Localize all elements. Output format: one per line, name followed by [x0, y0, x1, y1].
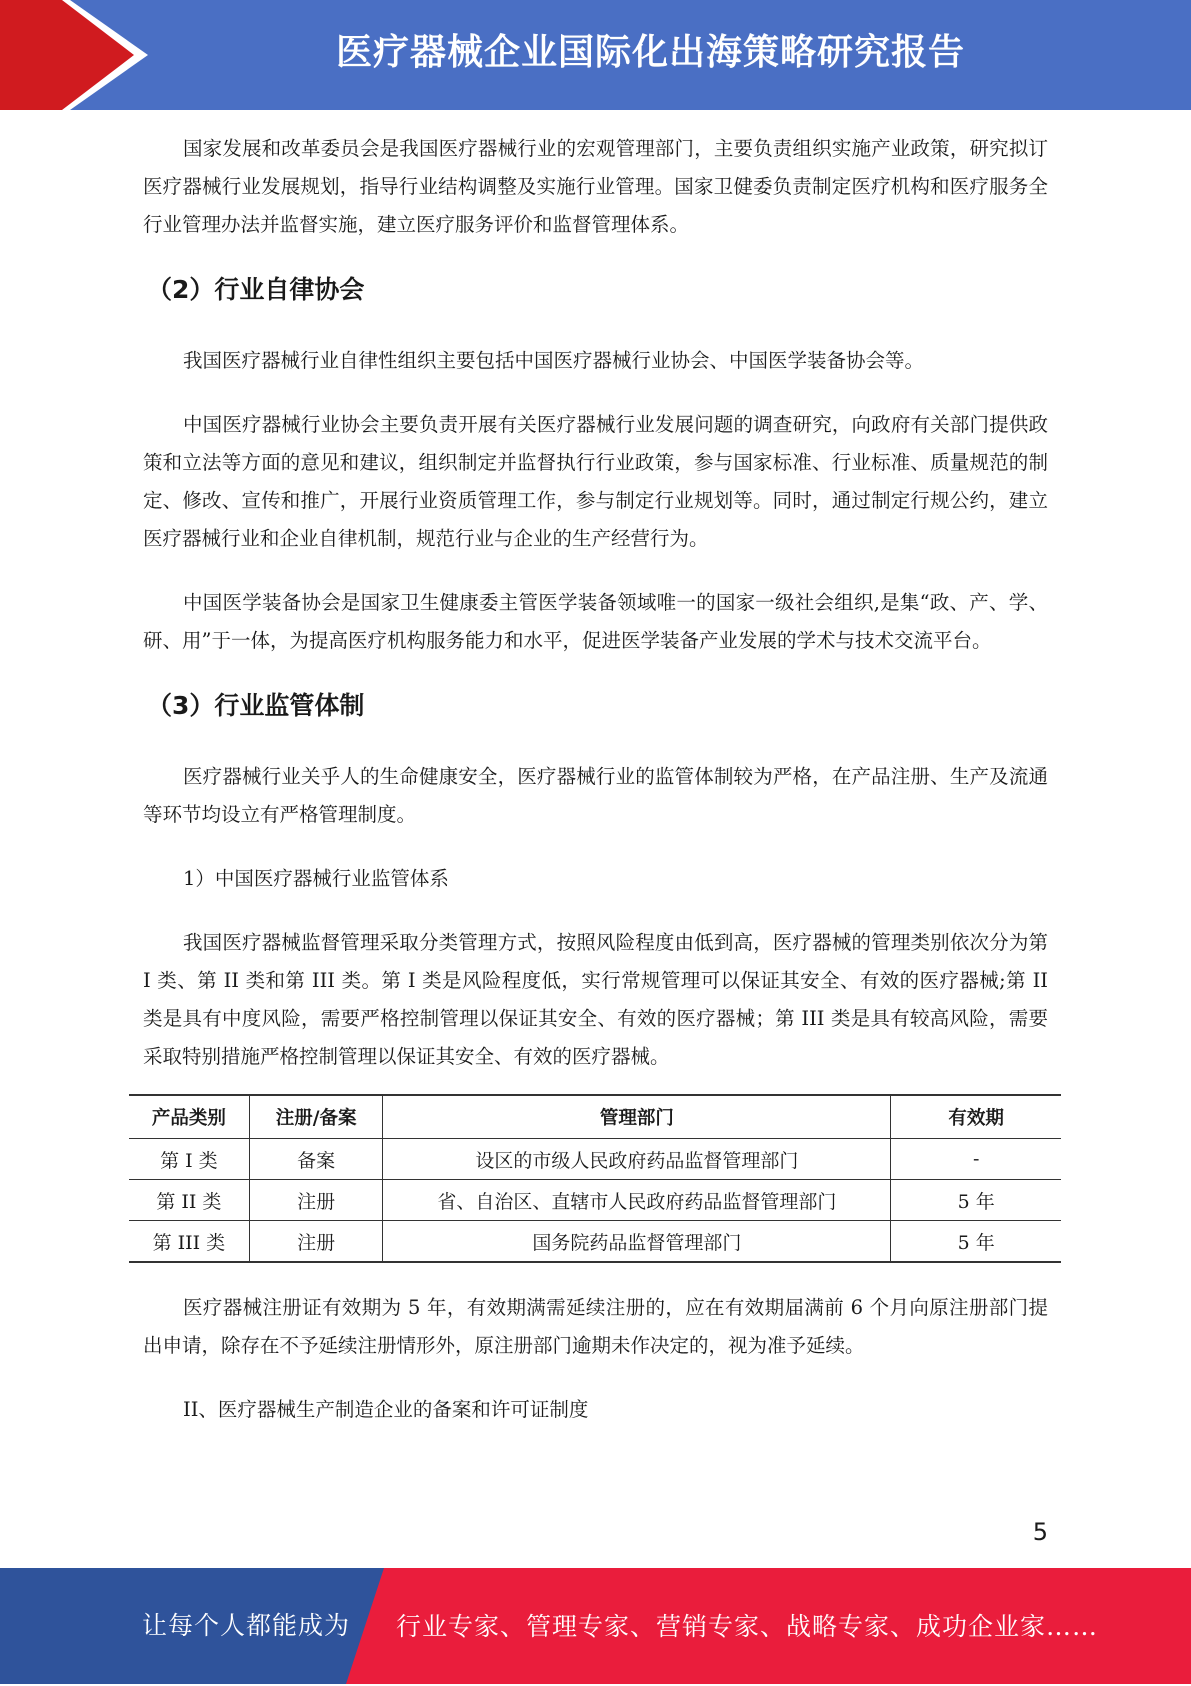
table-cell: 第 II 类: [129, 1180, 249, 1221]
paragraph-supervision-intro: 医疗器械行业关乎人的生命健康安全，医疗器械行业的监管体制较为严格，在产品注册、生产及流通等环节均设立有严格管理制度。: [143, 765, 1048, 826]
page-number: 5: [1032, 1518, 1048, 1546]
table-header-cell: 注册/备案: [249, 1095, 383, 1139]
table-cell: 第 I 类: [129, 1139, 249, 1180]
table-header-row: [129, 1095, 1061, 1139]
table-row: [129, 1221, 1061, 1263]
table-header-cell: 产品类别: [129, 1095, 249, 1139]
paragraph-ndrc: 国家发展和改革委员会是我国医疗器械行业的宏观管理部门，主要负责组织实施产业政策，研究拟订医疗器械行业发展规划，指导行业结构调整及实施行业管理。国家卫健委负责制定医疗机构和医疗服务全行业管理办法并监督实施，建立医疗服务评价和监督管理体系。: [143, 137, 1048, 236]
paragraph-self-regulation-orgs: 我国医疗器械行业自律性组织主要包括中国医疗器械行业协会、中国医学装备协会等。: [183, 349, 925, 372]
header-chevron-decoration: [0, 0, 160, 110]
paragraph-subheading-license: II、医疗器械生产制造企业的备案和许可证制度: [183, 1398, 589, 1421]
table-cell: 备案: [249, 1139, 383, 1180]
report-title: 医疗器械企业国际化出海策略研究报告: [335, 32, 965, 73]
paragraph-cmea: 中国医学装备协会是国家卫生健康委主管医学装备领域唯一的国家一级社会组织,是集“政、产、学、研、用”于一体，为提高医疗机构服务能力和水平，促进医学装备产业发展的学术与技术交流平台。: [143, 591, 1048, 652]
heading-supervision: （3）行业监管体制: [147, 691, 365, 720]
paragraph-registration-validity: 医疗器械注册证有效期为 5 年，有效期满需延续注册的，应在有效期届满前 6 个月向原注册部门提出申请，除存在不予延续注册情形外，原注册部门逾期未作决定的，视为准予延续。: [143, 1296, 1048, 1357]
paragraph-subheading-system: 1）中国医疗器械行业监管体系: [183, 867, 449, 890]
table-cell: 5 年: [891, 1180, 1061, 1221]
footer-slogan-right: 行业专家、管理专家、营销专家、战略专家、成功企业家……: [396, 1612, 1099, 1641]
table-cell: 国务院药品监督管理部门: [383, 1221, 891, 1263]
document-body: [143, 130, 1048, 1429]
table-header-cell: 有效期: [891, 1095, 1061, 1139]
table-cell: 注册: [249, 1221, 383, 1263]
paragraph-classification: 我国医疗器械监督管理采取分类管理方式，按照风险程度由低到高，医疗器械的管理类别依次分为第 I 类、第 II 类和第 III 类。第 I 类是风险程度低，实行常规管理可以保证其安全、有效的医疗器械;第 II 类是具有中度风险，需要严格控制管理以保证其安全、有效的医疗器械；第 III 类是具有较高风险，需要采取特别措施严格控制管理以保证其安全、有效的医疗器械。: [143, 931, 1048, 1068]
table-cell: 注册: [249, 1180, 383, 1221]
table-row: [129, 1139, 1061, 1180]
table-header-cell: 管理部门: [383, 1095, 891, 1139]
table-cell: 5 年: [891, 1221, 1061, 1263]
table-cell: -: [891, 1139, 1061, 1180]
paragraph-camdi: 中国医疗器械行业协会主要负责开展有关医疗器械行业发展问题的调查研究，向政府有关部门提供政策和立法等方面的意见和建议，组织制定并监督执行行业政策，参与国家标准、行业标准、质量规范的制定、修改、宣传和推广，开展行业资质管理工作，参与制定行业规划等。同时，通过制定行规公约，建立医疗器械行业和企业自律机制，规范行业与企业的生产经营行为。: [143, 413, 1048, 550]
table-cell: 第 III 类: [129, 1221, 249, 1263]
footer-slogan-left: 让每个人都能成为: [142, 1611, 351, 1640]
page-footer: [0, 1568, 1191, 1684]
table-cell: 省、自治区、直辖市人民政府药品监督管理部门: [383, 1180, 891, 1221]
table-cell: 设区的市级人民政府药品监督管理部门: [383, 1139, 891, 1180]
classification-table: [129, 1094, 1061, 1263]
page-header: [0, 0, 1191, 110]
table-row: [129, 1180, 1061, 1221]
heading-self-regulation: （2）行业自律协会: [147, 275, 365, 304]
